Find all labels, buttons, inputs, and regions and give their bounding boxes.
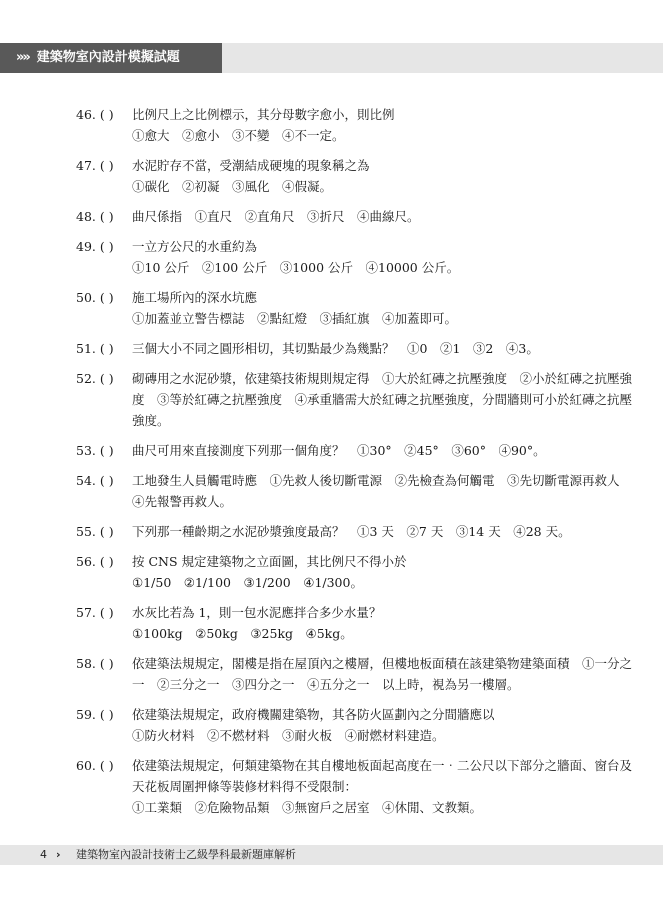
question-options: ①加蓋並立警告標誌 ②點紅燈 ③插紅旗 ④加蓋即可。 xyxy=(132,311,458,326)
question-text: 依建築法規規定，閣樓是指在屋頂內之樓層，但樓地板面積在該建築物建築面積 ①一分之一 ②三分之一 ③四分之一 ④五分之一 以上時，視為另一樓層。 xyxy=(132,656,633,692)
question-text: 下列那一種齡期之水泥砂漿強度最高？ ①3 天 ②7 天 ③14 天 ④28 天。 xyxy=(132,524,571,539)
question-options: ①防火材料 ②不燃材料 ③耐火板 ④耐燃材料建造。 xyxy=(132,728,445,743)
question-number: 56. ( ) xyxy=(76,554,114,569)
question-number: 59. ( ) xyxy=(76,707,114,722)
question-item xyxy=(76,704,636,746)
question-item xyxy=(76,104,636,146)
question-item xyxy=(76,470,636,512)
question-list xyxy=(76,104,636,827)
question-body xyxy=(132,521,636,542)
question-text: 水灰比若為 1，則一包水泥應拌合多少水量？ xyxy=(132,605,382,620)
question-body xyxy=(132,551,636,593)
question-item xyxy=(76,521,636,542)
question-options: ①工業類 ②危險物品類 ③無窗戶之居室 ④休閒、文教類。 xyxy=(132,800,483,815)
question-body xyxy=(132,206,636,227)
question-item xyxy=(76,287,636,329)
question-options: ①碳化 ②初凝 ③風化 ④假凝。 xyxy=(132,179,333,194)
question-text: 一立方公尺的水重約為 xyxy=(132,239,258,254)
question-number: 53. ( ) xyxy=(76,443,114,458)
question-body xyxy=(132,602,636,644)
question-item xyxy=(76,368,636,431)
question-text: 依建築法規規定，何類建築物在其自樓地板面起高度在一‧二公尺以下部分之牆面、窗台及天花板周圍押條等裝修材料得不受限制： xyxy=(132,758,633,794)
question-number: 50. ( ) xyxy=(76,290,114,305)
question-number: 52. ( ) xyxy=(76,371,114,386)
question-number: 49. ( ) xyxy=(76,239,114,254)
question-item xyxy=(76,653,636,695)
question-item xyxy=(76,602,636,644)
question-number: 51. ( ) xyxy=(76,341,114,356)
chapter-title: 建築物室內設計模擬試題 xyxy=(36,50,180,65)
question-number: 57. ( ) xyxy=(76,605,114,620)
question-body xyxy=(132,440,636,461)
question-item xyxy=(76,755,636,818)
question-number: 55. ( ) xyxy=(76,524,114,539)
chevron-right-icon: »» xyxy=(16,50,29,65)
question-text: 水泥貯存不當，受潮結成硬塊的現象稱之為 xyxy=(132,158,370,173)
question-body xyxy=(132,104,636,146)
question-options: ①10 公斤 ②100 公斤 ③1000 公斤 ④10000 公斤。 xyxy=(132,260,460,275)
question-number: 58. ( ) xyxy=(76,656,114,671)
question-text: 依建築法規規定，政府機關建築物，其各防火區劃內之分間牆應以 xyxy=(132,707,495,722)
chapter-header-band xyxy=(0,43,663,73)
question-number: 54. ( ) xyxy=(76,473,114,488)
page-footer xyxy=(0,845,663,865)
question-body xyxy=(132,368,636,431)
question-number: 48. ( ) xyxy=(76,209,114,224)
question-body xyxy=(132,338,636,359)
question-text: 曲尺係指 ①直尺 ②直角尺 ③折尺 ④曲線尺。 xyxy=(132,209,420,224)
question-text: 按 CNS 規定建築物之立面圖，其比例尺不得小於 xyxy=(132,554,407,569)
question-body xyxy=(132,236,636,278)
question-body xyxy=(132,704,636,746)
question-text: 工地發生人員觸電時應 ①先救人後切斷電源 ②先檢查為何觸電 ③先切斷電源再救人 ④先報警再救人。 xyxy=(132,473,633,509)
question-body xyxy=(132,755,636,818)
question-text: 施工場所內的深水坑應 xyxy=(132,290,258,305)
question-item xyxy=(76,338,636,359)
question-body xyxy=(132,470,636,512)
question-text: 比例尺上之比例標示，其分母數字愈小，則比例 xyxy=(132,107,395,122)
question-number: 46. ( ) xyxy=(76,107,114,122)
question-item xyxy=(76,440,636,461)
chevron-right-icon: › xyxy=(56,848,61,861)
book-title: 建築物室內設計技術士乙級學科最新題庫解析 xyxy=(76,848,296,861)
question-text: 三個大小不同之圓形相切，其切點最少為幾點？ ①0 ②1 ③2 ④3。 xyxy=(132,341,539,356)
question-number: 60. ( ) xyxy=(76,758,114,773)
question-number: 47. ( ) xyxy=(76,158,114,173)
question-item xyxy=(76,155,636,197)
question-item xyxy=(76,551,636,593)
question-options: ①100kg ②50kg ③25kg ④5kg。 xyxy=(132,626,353,641)
question-body xyxy=(132,155,636,197)
question-body xyxy=(132,287,636,329)
question-text: 曲尺可用來直接測度下列那一個角度？ ①30° ②45° ③60° ④90°。 xyxy=(132,443,546,458)
chapter-header-tab xyxy=(0,43,222,73)
page-number: 4 xyxy=(40,848,47,861)
question-body xyxy=(132,653,636,695)
question-text: 砌磚用之水泥砂漿，依建築技術規則規定得 ①大於紅磚之抗壓強度 ②小於紅磚之抗壓強度 ③等於紅磚之抗壓強度 ④承重牆需大於紅磚之抗壓強度，分間牆則可小於紅磚之抗壓強度。 xyxy=(132,371,633,428)
question-options: ①1/50 ②1/100 ③1/200 ④1/300。 xyxy=(132,575,363,590)
question-item xyxy=(76,236,636,278)
question-item xyxy=(76,206,636,227)
question-options: ①愈大 ②愈小 ③不變 ④不一定。 xyxy=(132,128,345,143)
